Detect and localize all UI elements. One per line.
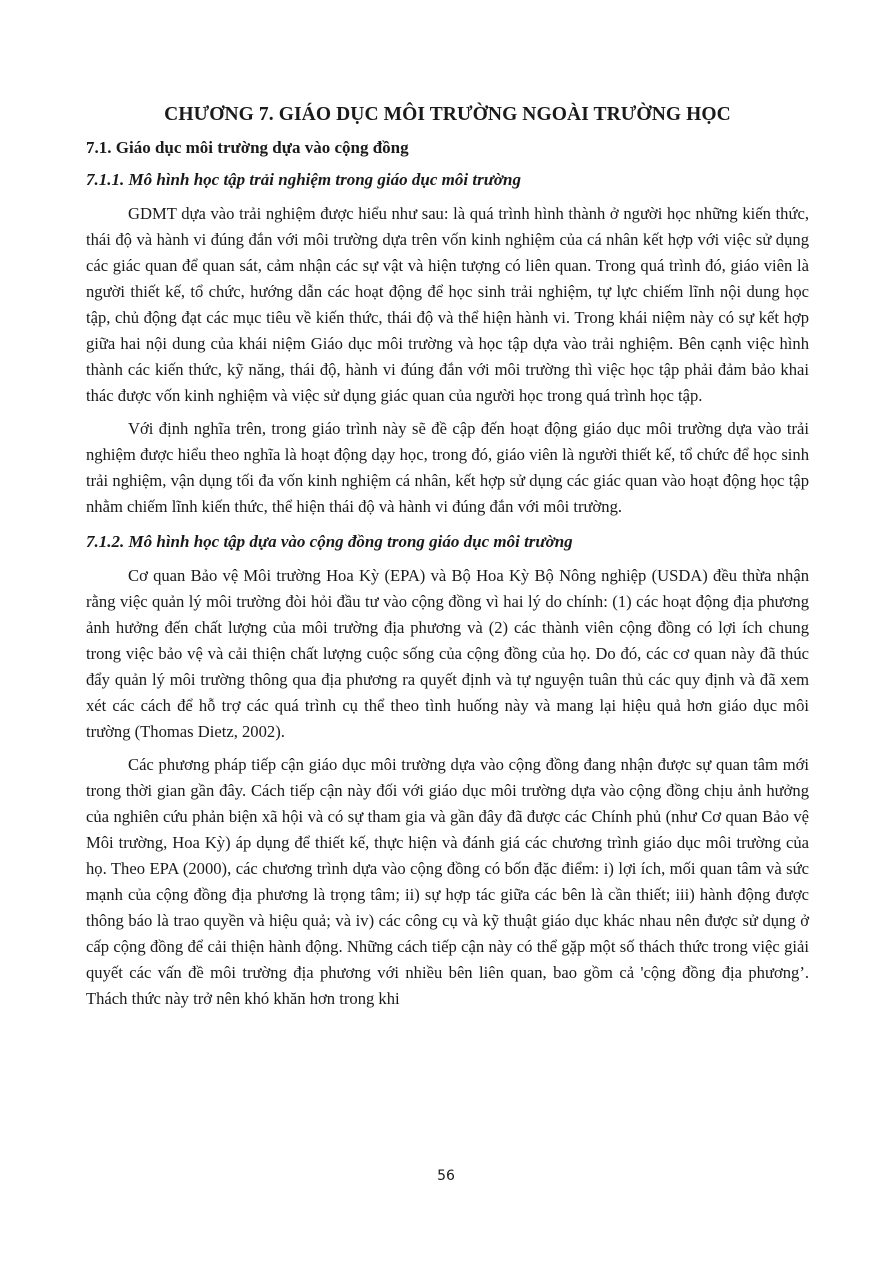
section-heading-7-1: 7.1. Giáo dục môi trường dựa vào cộng đồng xyxy=(86,138,409,157)
section-heading-7-1-1: 7.1.1. Mô hình học tập trải nghiệm trong giáo dục môi trường xyxy=(86,170,521,189)
page-number: 56 xyxy=(437,1168,455,1184)
paragraph: Cơ quan Bảo vệ Môi trường Hoa Kỳ (EPA) và Bộ Hoa Kỳ Bộ Nông nghiệp (USDA) đều thừa nhận rằng việc quản lý môi trường đòi hỏi đầu tư vào cộng đồng vì hai lý do chính: (1) các hoạt động địa phương ảnh hưởng đến chất lượng của môi trường địa phương và (2) các thành viên cộng đồng có lợi ích chung trong việc bảo vệ và cải thiện chất lượng cuộc sống của cộng đồng của họ. Do đó, các cơ quan này đã thúc đẩy quản lý môi trường thông qua địa phương ra quyết định và tự nguyện tuân thủ các quy định và đã xem xét các cách để hỗ trợ các quá trình cụ thể theo tình huống này và mang lại hiệu quả hơn giáo dục môi trường (Thomas Dietz, 2002). xyxy=(86,566,809,741)
section-heading-7-1-2: 7.1.2. Mô hình học tập dựa vào cộng đồng trong giáo dục môi trường xyxy=(86,532,573,551)
chapter-title: CHƯƠNG 7. GIÁO DỤC MÔI TRƯỜNG NGOÀI TRƯỜNG HỌC xyxy=(164,104,731,125)
page-content xyxy=(86,104,809,1019)
paragraph: Với định nghĩa trên, trong giáo trình này sẽ đề cập đến hoạt động giáo dục môi trường dựa vào trải nghiệm được hiểu theo nghĩa là hoạt động dạy học, trong đó, giáo viên là người thiết kế, tổ chức để học sinh trải nghiệm, vận dụng tối đa vốn kinh nghiệm cá nhân, kết hợp sử dụng các giác quan vào hoạt động học tập nhằm chiếm lĩnh kiến thức, thể hiện thái độ và hành vi đúng đắn với môi trường. xyxy=(86,419,809,516)
paragraph: Các phương pháp tiếp cận giáo dục môi trường dựa vào cộng đồng đang nhận được sự quan tâm mới trong thời gian gần đây. Cách tiếp cận này đối với giáo dục môi trường dựa vào cộng đồng chịu ảnh hưởng của nghiên cứu phản biện xã hội và có sự tham gia và gần đây đã được các Chính phủ (như Cơ quan Bảo vệ Môi trường, Hoa Kỳ) áp dụng để thiết kế, thực hiện và đánh giá các chương trình giáo dục môi trường của họ. Theo EPA (2000), các chương trình dựa vào cộng đồng có bốn đặc điểm: i) lợi ích, mối quan tâm và sức mạnh của cộng đồng địa phương là trọng tâm; ii) sự hợp tác giữa các bên là cần thiết; iii) hành động được thông báo là trao quyền và hiệu quả; và iv) các công cụ và kỹ thuật giáo dục khác nhau nên được sử dụng ở cấp cộng đồng để cải thiện hành động. Những cách tiếp cận này có thể gặp một số thách thức trong việc giải quyết các vấn đề môi trường địa phương với nhiều bên liên quan, bao gồm cả 'cộng đồng địa phương’. Thách thức này trở nên khó khăn hơn trong khi xyxy=(86,755,809,1008)
paragraph: GDMT dựa vào trải nghiệm được hiểu như sau: là quá trình hình thành ở người học những kiến thức, thái độ và hành vi đúng đắn với môi trường dựa trên vốn kinh nghiệm của cá nhân kết hợp với việc sử dụng các giác quan để quan sát, cảm nhận các sự vật và hiện tượng có liên quan. Trong quá trình đó, giáo viên là người thiết kế, tổ chức, hướng dẫn các hoạt động để học sinh trải nghiệm, tự lực chiếm lĩnh nội dung học tập, chủ động đạt các mục tiêu về kiến thức, thái độ và thể hiện hành vi. Trong khái niệm này có sự kết hợp giữa hai nội dung của khái niệm Giáo dục môi trường và học tập dựa vào trải nghiệm. Bên cạnh việc hình thành các kiến thức, kỹ năng, thái độ, hành vi đúng đắn với môi trường thì việc học tập phải đảm bảo khai thác được vốn kinh nghiệm và việc sử dụng giác quan của người học trong quá trình học tập. xyxy=(86,204,809,405)
